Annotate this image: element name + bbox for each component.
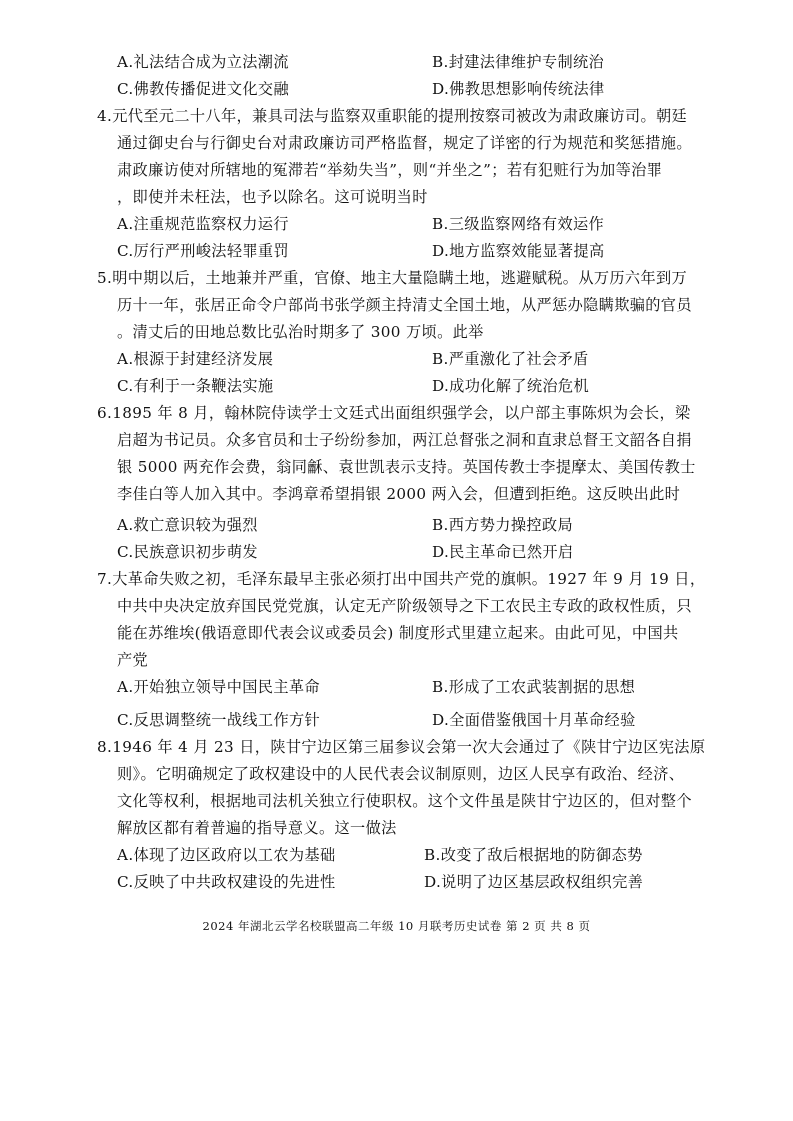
q4-stem-line-3: 肃政廉访使对所辖地的冤滞若“举劾失当”，则“并坐之”；若有犯赃行为加等治罪 [117, 161, 663, 179]
q5-stem-line-1: 5.明中期以后，土地兼并严重，官僚、地主大量隐瞒土地，逃避赋税。从万历六年到万 [97, 269, 688, 287]
q8-option-d: D.说明了边区基层政权组织完善 [424, 873, 644, 891]
q6-stem-line-4: 李佳白等人加入其中。李鸿章希望捐银 2000 两入会，但遭到拒绝。这反映出此时 [117, 485, 681, 503]
q7-option-c: C.反思调整统一战线工作方针 [117, 711, 321, 729]
q7-stem-line-1: 7.大革命失败之初，毛泽东最早主张必须打出中国共产党的旗帜。1927 年 9 月 19 日， [97, 570, 706, 588]
q8-stem-line-1: 8.1946 年 4 月 23 日，陕甘宁边区第三届参议会第一次大会通过了《陕甘宁边区宪法原 [97, 738, 706, 756]
q4-option-a: A.注重规范监察权力运行 [117, 215, 289, 233]
q6-option-b: B.西方势力操控政局 [432, 516, 573, 534]
q7-stem-line-2: 中共中央决定放弃国民党党旗，认定无产阶级领导之下工农民主专政的政权性质，只 [117, 597, 692, 615]
q8-option-c: C.反映了中共政权建设的先进性 [117, 873, 336, 891]
q6-option-c: C.民族意识初步萌发 [117, 543, 258, 561]
q7-option-a: A.开始独立领导中国民主革命 [117, 678, 320, 696]
q4-option-d: D.地方监察效能显著提高 [432, 242, 605, 260]
q3-option-d: D.佛教思想影响传统法律 [432, 80, 605, 98]
q3-option-a: A.礼法结合成为立法潮流 [117, 53, 289, 71]
q8-option-a: A.体现了边区政府以工农为基础 [117, 846, 336, 864]
q4-stem-line-2: 通过御史台与行御史台对肃政廉访司严格监督，规定了详密的行为规范和奖惩措施。 [117, 134, 692, 152]
q6-option-d: D.民主革命已然开启 [432, 543, 574, 561]
q8-stem-line-2: 则》。它明确规定了政权建设中的人民代表会议制原则，边区人民享有政治、经济、 [117, 765, 685, 783]
q5-option-b: B.严重激化了社会矛盾 [432, 350, 589, 368]
q8-stem-line-3: 文化等权利，根据地司法机关独立行使职权。这个文件虽是陕甘宁边区的，但对整个 [117, 792, 692, 810]
q7-option-b: B.形成了工农武装割据的思想 [432, 678, 636, 696]
q3-option-b: B.封建法律维护专制统治 [432, 53, 605, 71]
q8-stem-line-4: 解放区都有着普遍的指导意义。这一做法 [117, 819, 397, 837]
q7-stem-line-4: 产党 [117, 651, 149, 669]
q6-option-a: A.救亡意识较为强烈 [117, 516, 258, 534]
q4-stem-line-4: ，即使并未枉法，也予以除名。这可说明当时 [117, 188, 428, 206]
q7-option-d: D.全面借鉴俄国十月革命经验 [432, 711, 636, 729]
q5-stem-line-2: 历十一年，张居正命令户部尚书张学颜主持清丈全国土地，从严惩办隐瞒欺骗的官员 [117, 296, 692, 314]
q5-stem-line-3: 。清丈后的田地总数比弘治时期多了 300 万顷。此举 [117, 323, 484, 341]
page-footer: 2024 年湖北云学名校联盟高二年级 10 月联考历史试卷 第 2 页 共 8 页 [202, 919, 591, 933]
q5-option-a: A.根源于封建经济发展 [117, 350, 274, 368]
q6-stem-line-1: 6.1895 年 8 月，翰林院侍读学士文廷式出面组织强学会，以户部主事陈炽为会长，梁 [97, 404, 691, 422]
q6-stem-line-3: 银 5000 两充作会费，翁同龢、袁世凯表示支持。英国传教士李提摩太、美国传教士 [117, 458, 696, 476]
q5-option-c: C.有利于一条鞭法实施 [117, 377, 274, 395]
q3-option-c: C.佛教传播促进文化交融 [117, 80, 289, 98]
q6-stem-line-2: 启超为书记员。众多官员和士子纷纷参加，两江总督张之洞和直隶总督王文韶各自捐 [117, 431, 692, 449]
q8-option-b: B.改变了敌后根据地的防御态势 [424, 846, 643, 864]
q4-stem-line-1: 4.元代至元二十八年，兼具司法与监察双重职能的提刑按察司被改为肃政廉访司。朝廷 [97, 107, 688, 125]
q5-option-d: D.成功化解了统治危机 [432, 377, 589, 395]
q4-option-b: B.三级监察网络有效运作 [432, 215, 605, 233]
q4-option-c: C.厉行严刑峻法轻罪重罚 [117, 242, 289, 260]
q7-stem-line-3: 能在苏维埃(俄语意即代表会议或委员会) 制度形式里建立起来。由此可见，中国共 [117, 624, 679, 642]
